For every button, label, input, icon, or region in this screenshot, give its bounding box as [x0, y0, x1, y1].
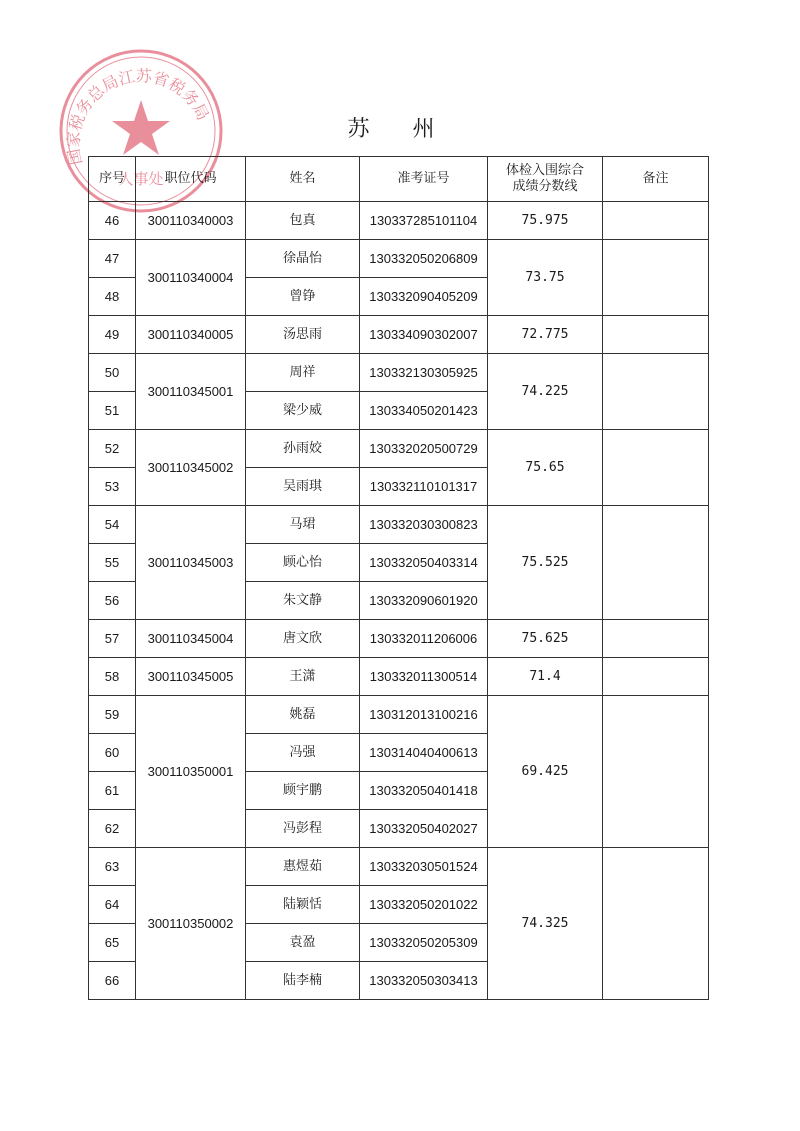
cell-name: 陆颖恬	[246, 886, 360, 924]
cell-name: 曾铮	[246, 278, 360, 316]
cell-note	[603, 696, 709, 848]
cell-seq: 46	[89, 202, 136, 240]
cell-ticket-number: 130332030501524	[360, 848, 488, 886]
cell-ticket-number: 130332050401418	[360, 772, 488, 810]
cell-note	[603, 354, 709, 430]
cell-ticket-number: 130312013100216	[360, 696, 488, 734]
cell-ticket-number: 130334050201423	[360, 392, 488, 430]
cell-seq: 56	[89, 582, 136, 620]
cell-ticket-number: 130332090601920	[360, 582, 488, 620]
cell-position-code: 300110340004	[136, 240, 246, 316]
cell-seq: 53	[89, 468, 136, 506]
cell-ticket-number: 130332011206006	[360, 620, 488, 658]
cell-name: 汤思雨	[246, 316, 360, 354]
cell-name: 袁盈	[246, 924, 360, 962]
table-body	[89, 202, 709, 1000]
cell-position-code: 300110345005	[136, 658, 246, 696]
cell-position-code: 300110340003	[136, 202, 246, 240]
cell-ticket-number: 130334090302007	[360, 316, 488, 354]
cell-seq: 52	[89, 430, 136, 468]
cell-note	[603, 848, 709, 1000]
header-ticket-number: 准考证号	[360, 157, 488, 202]
header-note: 备注	[603, 157, 709, 202]
cell-position-code: 300110340005	[136, 316, 246, 354]
cell-seq: 50	[89, 354, 136, 392]
cell-ticket-number: 130332050205309	[360, 924, 488, 962]
table-row	[89, 202, 709, 240]
cell-seq: 60	[89, 734, 136, 772]
header-score-line	[488, 157, 603, 202]
table-row	[89, 848, 709, 886]
cell-note	[603, 620, 709, 658]
cell-score-line: 71.4	[488, 658, 603, 696]
cell-ticket-number: 130332050206809	[360, 240, 488, 278]
cell-seq: 49	[89, 316, 136, 354]
table-row	[89, 240, 709, 278]
table-row	[89, 620, 709, 658]
cell-name: 冯彭程	[246, 810, 360, 848]
cell-position-code: 300110350002	[136, 848, 246, 1000]
header-position-code: 职位代码	[136, 157, 246, 202]
cell-name: 姚磊	[246, 696, 360, 734]
cell-name: 冯强	[246, 734, 360, 772]
cell-note	[603, 430, 709, 506]
cell-note	[603, 240, 709, 316]
cell-seq: 47	[89, 240, 136, 278]
cell-note	[603, 202, 709, 240]
cell-name: 王潇	[246, 658, 360, 696]
cell-seq: 62	[89, 810, 136, 848]
cell-note	[603, 506, 709, 620]
cell-score-line: 72.775	[488, 316, 603, 354]
cell-seq: 66	[89, 962, 136, 1000]
cell-ticket-number: 130332050303413	[360, 962, 488, 1000]
cell-ticket-number: 130337285101104	[360, 202, 488, 240]
table-header-row	[89, 157, 709, 202]
cell-ticket-number: 130332050201022	[360, 886, 488, 924]
cell-position-code: 300110345004	[136, 620, 246, 658]
cell-note	[603, 658, 709, 696]
cell-name: 马珺	[246, 506, 360, 544]
svg-text:国家税务总局江苏省税务局: 国家税务总局江苏省税务局	[63, 66, 213, 167]
cell-seq: 58	[89, 658, 136, 696]
header-score-line-2: 成绩分数线	[512, 179, 578, 194]
cell-seq: 65	[89, 924, 136, 962]
cell-name: 唐文欣	[246, 620, 360, 658]
cell-ticket-number: 130332030300823	[360, 506, 488, 544]
cell-seq: 64	[89, 886, 136, 924]
cell-seq: 54	[89, 506, 136, 544]
table-row	[89, 316, 709, 354]
cell-name: 顾宇鹏	[246, 772, 360, 810]
cell-ticket-number: 130332110101317	[360, 468, 488, 506]
table-row	[89, 696, 709, 734]
candidate-table	[88, 156, 709, 1000]
cell-name: 梁少威	[246, 392, 360, 430]
cell-ticket-number: 130332090405209	[360, 278, 488, 316]
cell-seq: 63	[89, 848, 136, 886]
cell-position-code: 300110345003	[136, 506, 246, 620]
cell-ticket-number: 130332020500729	[360, 430, 488, 468]
cell-name: 顾心怡	[246, 544, 360, 582]
cell-name: 朱文静	[246, 582, 360, 620]
cell-name: 孙雨姣	[246, 430, 360, 468]
cell-ticket-number: 130314040400613	[360, 734, 488, 772]
cell-score-line: 75.625	[488, 620, 603, 658]
cell-name: 徐晶怡	[246, 240, 360, 278]
cell-score-line: 73.75	[488, 240, 603, 316]
cell-name: 惠煜茹	[246, 848, 360, 886]
cell-name: 陆李楠	[246, 962, 360, 1000]
cell-note	[603, 316, 709, 354]
cell-seq: 61	[89, 772, 136, 810]
table-row	[89, 658, 709, 696]
header-name: 姓名	[246, 157, 360, 202]
cell-ticket-number: 130332050403314	[360, 544, 488, 582]
cell-score-line: 69.425	[488, 696, 603, 848]
cell-ticket-number: 130332011300514	[360, 658, 488, 696]
cell-score-line: 74.325	[488, 848, 603, 1000]
table-row	[89, 354, 709, 392]
cell-position-code: 300110350001	[136, 696, 246, 848]
cell-score-line: 75.65	[488, 430, 603, 506]
cell-seq: 57	[89, 620, 136, 658]
cell-ticket-number: 130332130305925	[360, 354, 488, 392]
cell-ticket-number: 130332050402027	[360, 810, 488, 848]
page-title: 苏 州	[347, 117, 453, 142]
cell-seq: 48	[89, 278, 136, 316]
table-row	[89, 430, 709, 468]
cell-name: 包真	[246, 202, 360, 240]
cell-seq: 51	[89, 392, 136, 430]
cell-name: 周祥	[246, 354, 360, 392]
cell-name: 吴雨琪	[246, 468, 360, 506]
cell-position-code: 300110345002	[136, 430, 246, 506]
table-row	[89, 506, 709, 544]
header-score-line-1: 体检入围综合	[505, 163, 584, 178]
cell-score-line: 75.975	[488, 202, 603, 240]
cell-score-line: 75.525	[488, 506, 603, 620]
header-seq: 序号	[89, 157, 136, 202]
cell-position-code: 300110345001	[136, 354, 246, 430]
cell-seq: 55	[89, 544, 136, 582]
cell-score-line: 74.225	[488, 354, 603, 430]
cell-seq: 59	[89, 696, 136, 734]
svg-text:人事处: 人事处	[118, 170, 164, 188]
